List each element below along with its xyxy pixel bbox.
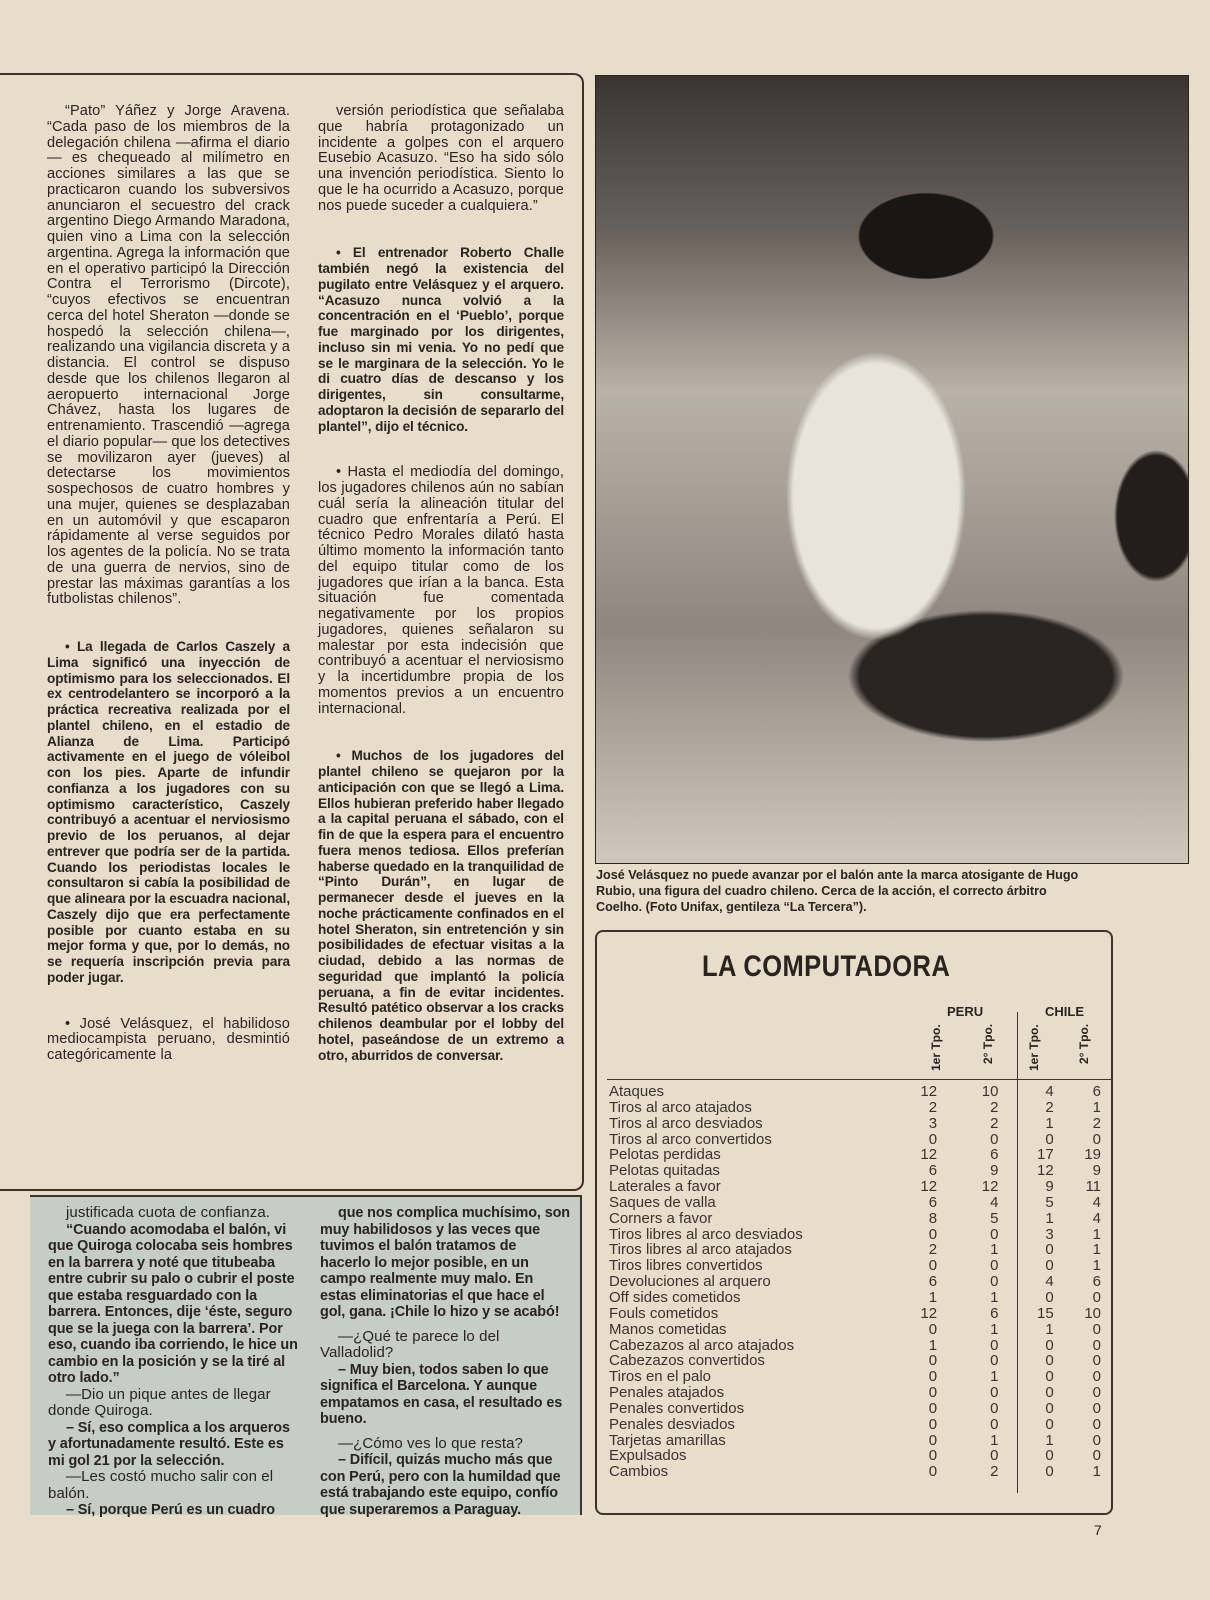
stats-row [609, 1116, 1101, 1132]
stat-label: Penales desviados [609, 1415, 735, 1433]
stats-row [609, 1211, 1101, 1227]
stat-label: Tiros libres convertidos [609, 1257, 763, 1275]
stat-value: 12 [920, 1083, 938, 1100]
stats-row [609, 1306, 1101, 1322]
paragraph: – Sí, eso complica a los arqueros y afortunadamente resultó. Este es mi gol 21 por la selección. [48, 1419, 290, 1469]
stat-value: 0 [990, 1130, 999, 1148]
stats-row [609, 1242, 1101, 1258]
stats-title: LA COMPUTADORA [702, 950, 951, 983]
stat-value: 0 [928, 1225, 938, 1243]
stat-value: 2 [990, 1463, 999, 1481]
stat-label: Tarjetas amarillas [609, 1431, 726, 1449]
stats-row [609, 1290, 1101, 1306]
stats-row [609, 1385, 1101, 1401]
stat-value: 10 [1084, 1304, 1102, 1322]
stat-label: Off sides cometidos [609, 1288, 741, 1306]
stat-label: Fouls cometidos [609, 1304, 719, 1322]
stat-value: 0 [928, 1415, 938, 1433]
stat-value: 0 [990, 1336, 999, 1354]
article-column-1 [47, 104, 290, 1095]
paragraph: – Muy bien, todos saben lo que significa el Barcelona. Y aunque empatamos en casa, el resultado es bueno. [320, 1361, 563, 1427]
stat-value: 4 [1045, 1273, 1054, 1291]
stat-value: 0 [1045, 1399, 1054, 1417]
interview-column-1 [48, 1205, 298, 1519]
stat-value: 4 [1045, 1083, 1054, 1100]
stat-value: 6 [990, 1304, 999, 1322]
stat-value: 6 [928, 1273, 938, 1291]
stat-value: 0 [1092, 1130, 1102, 1148]
stats-row [609, 1353, 1101, 1369]
stat-value: 1 [1092, 1241, 1102, 1259]
team-header-chile: CHILE [1045, 1004, 1084, 1019]
stat-label: Ataques [609, 1083, 665, 1100]
stat-value: 9 [1045, 1178, 1054, 1196]
paragraph: • Muchos de los jugadores del plantel chileno se quejaron por la anticipación con que se llegó a Lima. Ellos hubieran preferido haber llegado a la capital peruana el sábado, con el fin de que la espera para el encuentro fuera menos tediosa. Ellos preferían haberse quedado en la tranquilidad de “Pinto Durán”, en lugar de permanecer desde el jueves en la noche prácticamente confinados en el hotel Sheraton, sin entretención y sin posibilidades de efectuar visitas a la ciudad, debido a las normas de seguridad que implantó la policía peruana, a fin de evitar incidentes. Resultó patético observar a los cracks chilenos deambular por el lobby del hotel, paseándose de un extremo a otro, aburridos de conversar. [318, 748, 564, 1063]
stat-label: Expulsados [609, 1447, 687, 1465]
stat-value: 1 [1092, 1257, 1102, 1275]
stat-value: 0 [1092, 1288, 1102, 1306]
stat-value: 0 [990, 1447, 999, 1465]
stat-label: Tiros al arco convertidos [609, 1130, 772, 1148]
stats-row [609, 1338, 1101, 1354]
paragraph: —¿Qué te parece lo del Valladolid? [320, 1327, 500, 1361]
paragraph: —Dio un pique antes de llegar donde Quiroga. [48, 1385, 271, 1419]
stat-label: Cabezazos convertidos [609, 1352, 765, 1370]
paragraph: • El entrenador Roberto Challe también negó la existencia del pugilato entre Velásquez y el arquero. “Acasuzo nunca volvió a la concentración en el ‘Pueblo’, porque fue marginado por los dirigentes, incluso sin mi venia. Yo no pedí que se le marginara de la selección. Yo le di cuatro días de descanso y los dirigentes, sin consultarme, adoptaron la decisión de separarlo del plantel”, dijo el técnico. [318, 245, 564, 434]
stat-value: 1 [990, 1320, 999, 1338]
period-header: 2° Tpo. [1077, 1024, 1091, 1065]
match-photo [595, 75, 1189, 864]
stats-row [609, 1274, 1101, 1290]
stats-row [609, 1258, 1101, 1274]
stat-value: 6 [928, 1162, 938, 1180]
stat-value: 0 [928, 1447, 938, 1465]
stat-value: 0 [1092, 1368, 1102, 1386]
stat-value: 0 [1045, 1415, 1054, 1433]
team-header-peru: PERU [947, 1004, 984, 1019]
paragraph: – Sí, porque Perú es un cuadro [66, 1502, 275, 1518]
stats-row [609, 1401, 1101, 1417]
stat-value: 2 [1045, 1098, 1054, 1116]
stat-value: 9 [990, 1162, 999, 1180]
paragraph: justificada cuota de confianza. [66, 1204, 271, 1221]
stat-value: 3 [928, 1114, 938, 1132]
stats-row [609, 1464, 1101, 1480]
stat-value: 0 [990, 1352, 999, 1370]
paragraph: • Hasta el mediodía del domingo, los jugadores chilenos aún no sabían cuál sería la alineación titular del cuadro que enfrentaría a Perú. El técnico Pedro Morales dilató hasta último momento la información tanto del equipo titular como de los jugadores que irían a la banca. Esta situación fue comentada negativamente por los propios jugadores, quienes señalaron su malestar por esta indecisión que contribuyó a acentuar el nerviosismo y la incertidumbre propia de los momentos previos a un encuentro internacional. [318, 464, 564, 717]
stat-value: 0 [1045, 1352, 1054, 1370]
stat-value: 1 [990, 1288, 999, 1306]
stat-value: 0 [1045, 1336, 1054, 1354]
stat-label: Tiros libres al arco desviados [609, 1225, 803, 1243]
paragraph: —¿Cómo ves lo que resta? [338, 1434, 523, 1452]
header-divider [607, 1079, 1111, 1080]
stat-label: Tiros en el palo [609, 1368, 711, 1386]
stat-value: 0 [1045, 1368, 1054, 1386]
stats-row [609, 1163, 1101, 1179]
stat-label: Tiros libres al arco atajados [609, 1241, 792, 1259]
stat-value: 0 [1092, 1336, 1102, 1354]
period-header: 1er Tpo. [1027, 1024, 1041, 1071]
stat-value: 0 [928, 1368, 938, 1386]
stat-value: 5 [1045, 1193, 1054, 1211]
stat-value: 0 [928, 1352, 938, 1370]
stat-value: 1 [1045, 1209, 1054, 1227]
stats-row [609, 1100, 1101, 1116]
stats-row [609, 1448, 1101, 1464]
stat-value: 1 [1092, 1098, 1102, 1116]
stat-value: 0 [928, 1463, 938, 1481]
stat-label: Manos cometidas [609, 1320, 727, 1338]
stat-value: 12 [920, 1178, 938, 1196]
stat-value: 2 [990, 1098, 999, 1116]
article-column-2 [318, 104, 564, 1094]
stat-value: 12 [920, 1304, 938, 1322]
stat-value: 4 [1092, 1193, 1102, 1211]
stat-value: 2 [990, 1114, 999, 1132]
stat-value: 8 [928, 1209, 938, 1227]
stat-value: 0 [1045, 1463, 1054, 1481]
stat-value: 2 [928, 1241, 938, 1259]
stat-value: 0 [928, 1431, 938, 1449]
stats-row [609, 1084, 1101, 1100]
stat-value: 0 [990, 1399, 999, 1417]
paragraph: que nos complica muchísimo, son muy habilidosos y las veces que tuvimos el balón tratamos de hacerlo lo mejor posible, en un campo realmente muy malo. En estas eliminatorias el que hace el gol, gana. ¡Chile lo hizo y se acabó! [320, 1205, 570, 1320]
stat-value: 0 [990, 1273, 999, 1291]
stats-row [609, 1369, 1101, 1385]
stat-value: 4 [1092, 1209, 1102, 1227]
stat-label: Corners a favor [609, 1209, 713, 1227]
stat-value: 0 [928, 1384, 938, 1402]
stat-value: 1 [1092, 1225, 1102, 1243]
stat-value: 0 [990, 1225, 999, 1243]
stat-value: 1 [1045, 1431, 1054, 1449]
stat-label: Pelotas quitadas [609, 1162, 720, 1180]
stat-value: 0 [1045, 1447, 1054, 1465]
stat-label: Tiros al arco atajados [609, 1098, 752, 1116]
stat-label: Pelotas perdidas [609, 1146, 721, 1164]
stats-row [609, 1322, 1101, 1338]
stat-value: 12 [1037, 1162, 1054, 1180]
stat-value: 6 [1092, 1273, 1102, 1291]
interview-box [30, 1195, 582, 1518]
stat-value: 19 [1084, 1146, 1102, 1164]
stat-value: 1 [990, 1368, 999, 1386]
stats-row [609, 1195, 1101, 1211]
stats-row [609, 1132, 1101, 1148]
paragraph: • La llegada de Carlos Caszely a Lima significó una inyección de optimismo para los seleccionados. El ex centrodelantero se incorporó a la práctica recreativa realizada por el plantel chileno, en el estadio de Alianza de Lima. Participó activamente en el juego de vóleibol con los pies. Aparte de infundir confianza a los jugadores con su optimismo característico, Caszely contribuyó a acentuar el nerviosismo previo de los peruanos, al dejar entrever que podría ser de la partida. Cuando los periodistas locales le consultaron si cabía la posibilidad de que alineara por la escuadra nacional, Caszely dijo que era perfectamente posible por cuanto estaba en su mejor forma y que, por lo demás, no se requería inscripción previa para poder jugar. [47, 639, 290, 985]
stat-value: 1 [1092, 1463, 1102, 1481]
period-header: 2° Tpo. [981, 1024, 995, 1065]
stat-value: 15 [1037, 1304, 1054, 1322]
stat-value: 5 [990, 1209, 999, 1227]
stat-value: 6 [928, 1193, 938, 1211]
stat-value: 9 [1092, 1162, 1102, 1180]
stat-value: 12 [920, 1146, 938, 1164]
stat-value: 1 [1045, 1320, 1054, 1338]
stat-value: 1 [990, 1431, 999, 1449]
stats-row [609, 1227, 1101, 1243]
paragraph: “Pato” Yáñez y Jorge Aravena. “Cada paso de los miembros de la delegación chilena —afirma el diario— es chequeado al milímetro en acciones similares a las que se practicaron cuando los subversivos anunciaron el secuestro del crack argentino Diego Armando Maradona, quien vino a Lima con la selección argentina. Agrega la información que en el operativo participó la Dirección Contra el Terrorismo (Dircote), “cuyos efectivos se encuentran cerca del hotel Sheraton —donde se hospedó la selección chilena—, realizando una vigilancia discreta y a distancia. El control se dispuso desde que los chilenos llegaron al aeropuerto internacional Jorge Chávez, hasta los lugares de entrenamiento. Trascendió —agrega el diario popular— que los detectives se movilizaron ayer (jueves) al detectarse los movimientos sospechosos de cuatro hombres y una mujer, quienes se desplazaban en un automóvil y que escaparon rápidamente al verse seguidos por los agentes de la policía. No se trata de una guerra de nervios, sino de prestar las máximas garantías a los futbolistas chilenos”. [47, 103, 291, 608]
stat-value: 0 [1045, 1130, 1054, 1148]
stat-value: 0 [928, 1399, 938, 1417]
stat-value: 1 [1045, 1114, 1054, 1132]
stat-value: 0 [990, 1415, 999, 1433]
period-header: 1er Tpo. [929, 1024, 943, 1071]
stat-value: 0 [1092, 1447, 1102, 1465]
stat-value: 6 [1092, 1083, 1102, 1100]
photo-caption: José Velásquez no puede avanzar por el balón ante la marca atosigante de Hugo Rubio, una figura del cuadro chileno. Cerca de la acción, el correcto árbitro Coelho. (Foto Unifax, gentileza “La Tercera”). [596, 868, 1079, 914]
stat-value: 0 [1092, 1415, 1102, 1433]
stat-value: 0 [928, 1320, 938, 1338]
stat-value: 4 [990, 1193, 999, 1211]
stat-value: 1 [928, 1288, 938, 1306]
stat-value: 0 [1045, 1384, 1054, 1402]
stats-row [609, 1433, 1101, 1449]
stat-value: 0 [1092, 1320, 1102, 1338]
stat-value: 0 [1092, 1352, 1102, 1370]
stat-value: 6 [990, 1146, 999, 1164]
stat-label: Penales convertidos [609, 1399, 745, 1417]
stat-value: 0 [990, 1384, 999, 1402]
stat-label: Devoluciones al arquero [609, 1273, 771, 1291]
stats-box [595, 930, 1113, 1515]
stat-value: 17 [1037, 1146, 1054, 1164]
paragraph: —Les costó mucho salir con el balón. [48, 1468, 274, 1502]
paragraph: – Difícil, quizás mucho más que con Perú, pero con la humildad que está trabajando este equipo, confío que superaremos a Paraguay. [320, 1452, 561, 1518]
stat-value: 0 [928, 1130, 938, 1148]
stat-value: 2 [1092, 1114, 1102, 1132]
stat-value: 10 [981, 1083, 999, 1100]
page-number: 7 [1094, 1522, 1102, 1538]
stat-value: 3 [1045, 1225, 1054, 1243]
stat-value: 0 [1045, 1288, 1054, 1306]
stat-label: Saques de valla [609, 1193, 716, 1211]
stat-value: 0 [1045, 1241, 1054, 1259]
stat-value: 0 [990, 1257, 999, 1275]
paragraph: • José Velásquez, el habilidoso mediocampista peruano, desmintió categóricamente la [47, 1015, 290, 1063]
stat-label: Penales atajados [609, 1384, 725, 1402]
stats-row [609, 1417, 1101, 1433]
stat-value: 0 [928, 1257, 938, 1275]
paragraph: “Cuando acomodaba el balón, vi que Quiroga colocaba seis hombres en la barrera y noté que titubeaba entre cubrir su palo o cubrir el poste que estaba resguardado con la barrera. Entonces, dije ‘éste, seguro que se la juega con la barrera’. Por eso, cuando iba corriendo, le hice un cambio en la posición y se la tiré al otro lado.” [48, 1221, 298, 1386]
interview-column-2 [320, 1205, 570, 1518]
stats-row [609, 1179, 1101, 1195]
stat-value: 0 [1092, 1384, 1102, 1402]
stat-value: 2 [928, 1098, 938, 1116]
stats-row [609, 1147, 1101, 1163]
stat-value: 1 [990, 1241, 999, 1259]
stat-label: Laterales a favor [609, 1178, 721, 1196]
stat-value: 0 [1045, 1257, 1054, 1275]
stat-value: 11 [1085, 1178, 1102, 1196]
stat-value: 1 [928, 1336, 938, 1354]
stat-label: Tiros al arco desviados [609, 1114, 763, 1132]
stats-table [609, 1084, 1101, 1480]
stat-value: 0 [1092, 1431, 1102, 1449]
stat-value: 12 [981, 1178, 999, 1196]
stat-value: 0 [1092, 1399, 1102, 1417]
stat-label: Cambios [609, 1463, 669, 1481]
stat-label: Cabezazos al arco atajados [609, 1336, 795, 1354]
paragraph: versión periodística que señalaba que habría protagonizado un incidente a golpes con el arquero Eusebio Acasuzo. “Eso ha sido sólo una invención periodística. Siento lo que le ha ocurrido a Acasuzo, porque nos puede suceder a cualquiera.” [318, 103, 564, 214]
